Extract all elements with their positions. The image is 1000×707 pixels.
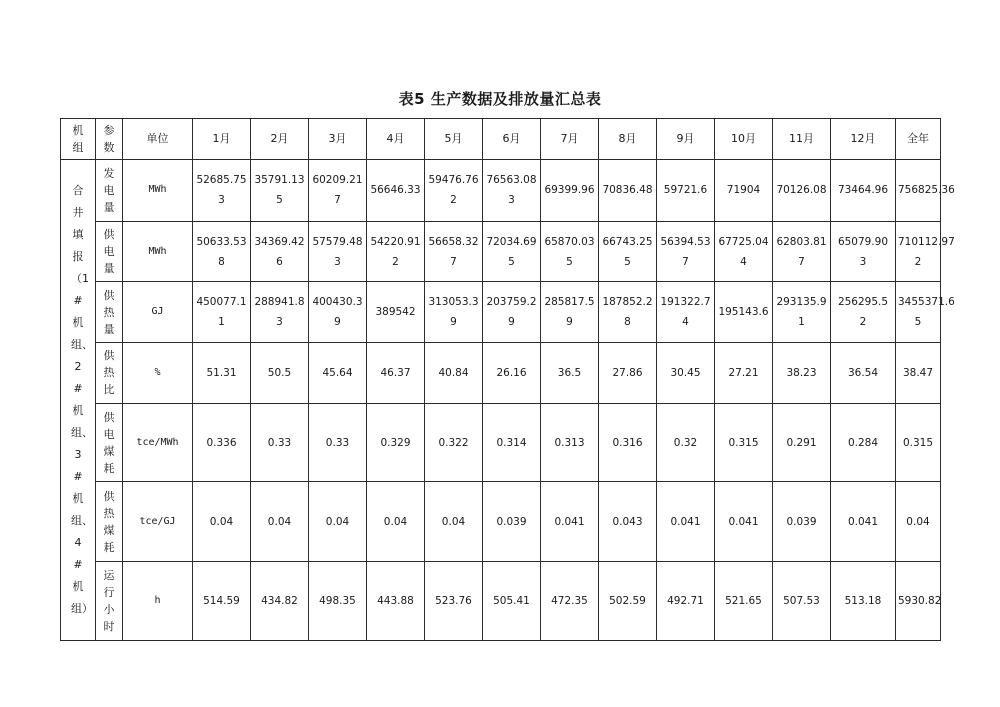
value-cell: 0.039 <box>773 482 831 562</box>
value-cell: 35791.13 5 <box>251 160 309 222</box>
value-cell: 36.54 <box>831 343 896 404</box>
value-cell: 521.65 <box>715 562 773 641</box>
annual-value-cell: 756825.36 <box>896 160 941 222</box>
value-cell: 67725.04 4 <box>715 221 773 282</box>
value-cell: 203759.2 9 <box>483 282 541 343</box>
header-month: 1月 <box>193 119 251 160</box>
value-cell: 389542 <box>367 282 425 343</box>
value-cell: 0.284 <box>831 403 896 482</box>
header-month: 4月 <box>367 119 425 160</box>
table-row <box>61 403 941 482</box>
unit-cell: h <box>123 562 193 641</box>
value-cell: 502.59 <box>599 562 657 641</box>
value-cell: 195143.6 <box>715 282 773 343</box>
table-row <box>61 160 941 222</box>
annual-value-cell: 5930.82 <box>896 562 941 641</box>
header-month: 12月 <box>831 119 896 160</box>
value-cell: 0.04 <box>193 482 251 562</box>
value-cell: 443.88 <box>367 562 425 641</box>
value-cell: 59476.76 2 <box>425 160 483 222</box>
annual-value-cell: 3455371.6 5 <box>896 282 941 343</box>
header-month: 9月 <box>657 119 715 160</box>
value-cell: 0.33 <box>309 403 367 482</box>
value-cell: 523.76 <box>425 562 483 641</box>
value-cell: 40.84 <box>425 343 483 404</box>
value-cell: 288941.8 3 <box>251 282 309 343</box>
value-cell: 57579.48 3 <box>309 221 367 282</box>
param-cell: 供热量 <box>96 282 123 343</box>
table-row <box>61 343 941 404</box>
unit-cell: tce/GJ <box>123 482 193 562</box>
value-cell: 0.041 <box>831 482 896 562</box>
value-cell: 69399.96 <box>541 160 599 222</box>
page-title: 表5 生产数据及排放量汇总表 <box>398 90 602 108</box>
value-cell: 50.5 <box>251 343 309 404</box>
annual-value-cell: 0.315 <box>896 403 941 482</box>
header-unit-group: 机 组 <box>61 119 96 160</box>
value-cell: 191322.7 4 <box>657 282 715 343</box>
value-cell: 0.329 <box>367 403 425 482</box>
value-cell: 187852.2 8 <box>599 282 657 343</box>
value-cell: 505.41 <box>483 562 541 641</box>
value-cell: 507.53 <box>773 562 831 641</box>
annual-value-cell: 0.04 <box>896 482 941 562</box>
value-cell: 62803.81 7 <box>773 221 831 282</box>
value-cell: 56646.33 <box>367 160 425 222</box>
header-param: 参 数 <box>96 119 123 160</box>
value-cell: 0.043 <box>599 482 657 562</box>
value-cell: 0.041 <box>541 482 599 562</box>
unit-cell: MWh <box>123 160 193 222</box>
value-cell: 76563.08 3 <box>483 160 541 222</box>
value-cell: 59721.6 <box>657 160 715 222</box>
header-annual: 全年 <box>896 119 941 160</box>
value-cell: 450077.1 1 <box>193 282 251 343</box>
param-cell: 供热煤耗 <box>96 482 123 562</box>
value-cell: 0.322 <box>425 403 483 482</box>
value-cell: 0.041 <box>715 482 773 562</box>
value-cell: 256295.5 2 <box>831 282 896 343</box>
param-cell: 发电量 <box>96 160 123 222</box>
value-cell: 293135.9 1 <box>773 282 831 343</box>
table-row <box>61 482 941 562</box>
value-cell: 73464.96 <box>831 160 896 222</box>
unit-group-label: 合井填报（1#机组、2#机组、3#机组、4#机组） <box>71 184 93 615</box>
table-row <box>61 282 941 343</box>
value-cell: 498.35 <box>309 562 367 641</box>
value-cell: 0.33 <box>251 403 309 482</box>
param-cell: 供热比 <box>96 343 123 404</box>
value-cell: 0.336 <box>193 403 251 482</box>
value-cell: 45.64 <box>309 343 367 404</box>
value-cell: 514.59 <box>193 562 251 641</box>
annual-value-cell: 38.47 <box>896 343 941 404</box>
value-cell: 70836.48 <box>599 160 657 222</box>
table-row <box>61 221 941 282</box>
value-cell: 0.039 <box>483 482 541 562</box>
header-month: 8月 <box>599 119 657 160</box>
value-cell: 56658.32 7 <box>425 221 483 282</box>
unit-cell: tce/MWh <box>123 403 193 482</box>
value-cell: 27.21 <box>715 343 773 404</box>
value-cell: 472.35 <box>541 562 599 641</box>
unit-cell: MWh <box>123 221 193 282</box>
value-cell: 65079.90 3 <box>831 221 896 282</box>
value-cell: 60209.21 7 <box>309 160 367 222</box>
unit-group-cell <box>61 160 96 641</box>
value-cell: 50633.53 8 <box>193 221 251 282</box>
value-cell: 0.04 <box>251 482 309 562</box>
header-month: 2月 <box>251 119 309 160</box>
value-cell: 492.71 <box>657 562 715 641</box>
header-month: 6月 <box>483 119 541 160</box>
annual-value-cell: 710112.97 2 <box>896 221 941 282</box>
value-cell: 54220.91 2 <box>367 221 425 282</box>
value-cell: 0.316 <box>599 403 657 482</box>
value-cell: 0.314 <box>483 403 541 482</box>
header-row <box>61 119 941 160</box>
header-month: 7月 <box>541 119 599 160</box>
value-cell: 400430.3 9 <box>309 282 367 343</box>
value-cell: 52685.75 3 <box>193 160 251 222</box>
value-cell: 0.04 <box>367 482 425 562</box>
value-cell: 513.18 <box>831 562 896 641</box>
value-cell: 0.291 <box>773 403 831 482</box>
value-cell: 313053.3 9 <box>425 282 483 343</box>
value-cell: 71904 <box>715 160 773 222</box>
value-cell: 285817.5 9 <box>541 282 599 343</box>
value-cell: 0.04 <box>425 482 483 562</box>
header-month: 11月 <box>773 119 831 160</box>
value-cell: 56394.53 7 <box>657 221 715 282</box>
value-cell: 0.32 <box>657 403 715 482</box>
value-cell: 51.31 <box>193 343 251 404</box>
value-cell: 34369.42 6 <box>251 221 309 282</box>
value-cell: 0.315 <box>715 403 773 482</box>
value-cell: 38.23 <box>773 343 831 404</box>
value-cell: 65870.03 5 <box>541 221 599 282</box>
header-month: 5月 <box>425 119 483 160</box>
unit-cell: GJ <box>123 282 193 343</box>
value-cell: 0.041 <box>657 482 715 562</box>
value-cell: 434.82 <box>251 562 309 641</box>
unit-cell: % <box>123 343 193 404</box>
value-cell: 0.04 <box>309 482 367 562</box>
param-cell: 运行小时 <box>96 562 123 641</box>
table-row <box>61 562 941 641</box>
value-cell: 36.5 <box>541 343 599 404</box>
header-month: 10月 <box>715 119 773 160</box>
value-cell: 46.37 <box>367 343 425 404</box>
value-cell: 0.313 <box>541 403 599 482</box>
value-cell: 72034.69 5 <box>483 221 541 282</box>
header-month: 3月 <box>309 119 367 160</box>
param-cell: 供电煤耗 <box>96 403 123 482</box>
param-cell: 供电量 <box>96 221 123 282</box>
header-measure-unit: 单位 <box>123 119 193 160</box>
value-cell: 27.86 <box>599 343 657 404</box>
production-summary-table <box>60 118 955 641</box>
value-cell: 26.16 <box>483 343 541 404</box>
value-cell: 66743.25 5 <box>599 221 657 282</box>
value-cell: 70126.08 <box>773 160 831 222</box>
value-cell: 30.45 <box>657 343 715 404</box>
